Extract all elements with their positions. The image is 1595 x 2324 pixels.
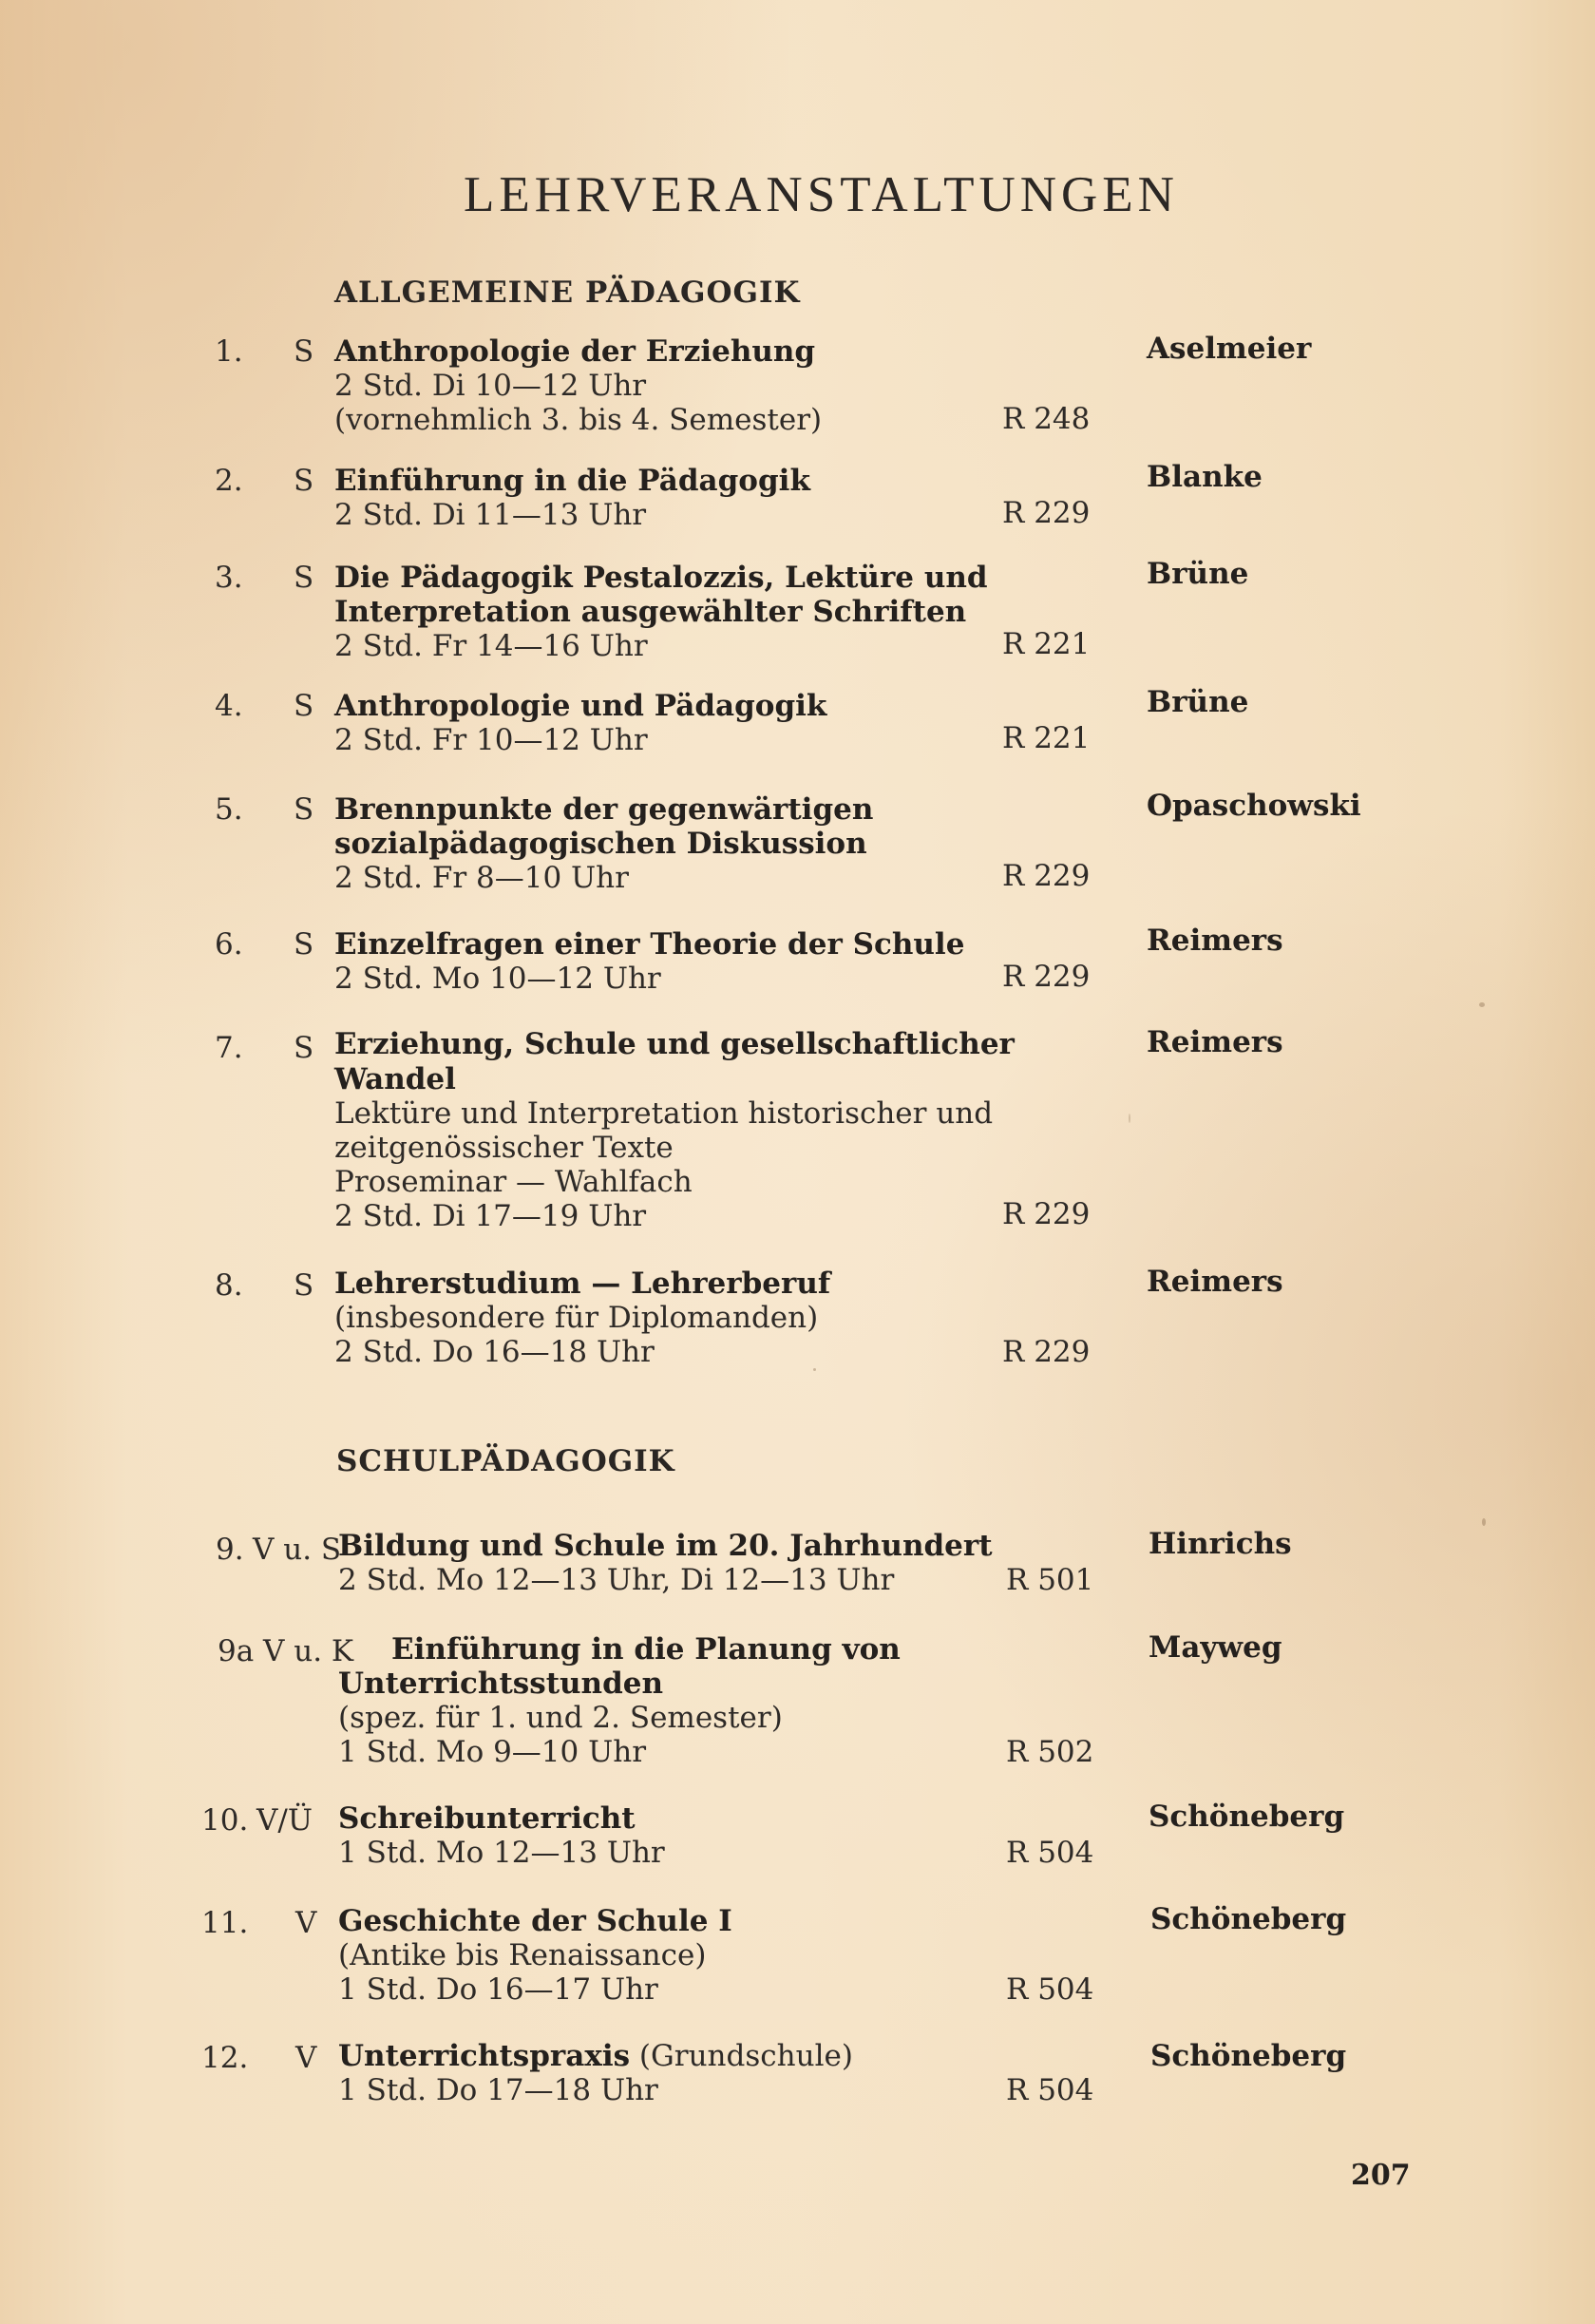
course-title-line [338,2039,853,2074]
course-lecturer: Reimers [1147,924,1283,958]
course-number: 10. [201,1803,249,1838]
course-title: Geschichte der Schule I [338,1904,732,1938]
course-detail: (spez. für 1. und 2. Semester) [338,1701,783,1735]
course-room: R 221 [1002,721,1091,755]
course-lecturer: Aselmeier [1147,332,1312,366]
course-type: V [295,2041,317,2075]
course-title: Anthropologie und Pädagogik [334,689,827,723]
course-detail: 2 Std. Di 10—12 Uhr [334,369,647,403]
course-title: Brennpunkte der gegenwärtigen [334,792,874,827]
course-number: 7. [215,1031,243,1065]
course-title: Wandel [334,1062,456,1096]
course-lecturer: Mayweg [1149,1630,1282,1665]
course-room: R 504 [1006,1972,1094,2007]
course-room: R 504 [1006,1836,1094,1870]
course-room: R 229 [1002,960,1091,994]
page-title: LEHRVERANSTALTUNGEN [464,167,1179,222]
course-title: Unterrichtsstunden [338,1667,664,1701]
course-detail: 2 Std. Fr 8—10 Uhr [334,861,629,895]
course-detail: 2 Std. Do 16—18 Uhr [334,1335,655,1369]
course-lecturer: Reimers [1147,1265,1283,1299]
course-title: Die Pädagogik Pestalozzis, Lektüre und [334,561,988,595]
course-type: S [294,464,314,498]
course-lecturer: Reimers [1147,1025,1283,1059]
paper-speck [813,1368,816,1371]
course-title: Interpretation ausgewählter Schriften [334,595,967,629]
course-detail: zeitgenössischer Texte [334,1131,674,1165]
course-detail: 2 Std. Mo 10—12 Uhr [334,962,661,996]
course-number: 6. [215,927,243,962]
course-lecturer: Blanke [1147,460,1263,494]
course-detail: Lektüre und Interpretation historischer und [334,1096,994,1131]
course-title-suffix: (Grundschule) [630,2039,853,2073]
course-lecturer: Brüne [1147,557,1249,591]
course-type: V/Ü [256,1803,313,1838]
course-lecturer: Brüne [1147,685,1249,719]
course-title: Lehrerstudium — Lehrerberuf [334,1267,831,1301]
course-type: S [294,792,314,827]
course-number: 9a [218,1634,255,1668]
course-lecturer: Hinrichs [1149,1527,1292,1561]
course-detail: 1 Std. Do 16—17 Uhr [338,1972,658,2007]
course-title: sozialpädagogischen Diskussion [334,827,867,861]
course-lecturer: Schöneberg [1150,1902,1347,1936]
course-number: 3. [215,561,243,595]
course-number: 12. [201,2041,249,2075]
course-room: R 504 [1006,2073,1094,2107]
course-type: V [295,1906,317,1940]
course-title: Einzelfragen einer Theorie der Schule [334,927,965,962]
course-detail: 2 Std. Fr 14—16 Uhr [334,629,648,663]
course-room: R 229 [1002,1197,1091,1231]
course-type: S [294,689,314,723]
course-number: 4. [215,689,243,723]
course-room: R 229 [1002,859,1091,893]
course-type: S [294,334,314,369]
course-number: 8. [215,1268,243,1303]
course-detail: 2 Std. Mo 12—13 Uhr, Di 12—13 Uhr [338,1563,895,1597]
course-room: R 502 [1006,1735,1094,1769]
course-room: R 229 [1002,496,1091,530]
course-type: S [294,1031,314,1065]
course-detail: 2 Std. Di 17—19 Uhr [334,1199,647,1233]
paper-speck [1129,1114,1130,1123]
course-type: S [294,561,314,595]
course-number: 5. [215,792,243,827]
course-number: 1. [215,334,243,369]
course-title: Einführung in die Pädagogik [334,464,810,498]
course-lecturer: Opaschowski [1147,789,1361,823]
course-number: 11. [201,1906,249,1940]
course-detail: 1 Std. Do 17—18 Uhr [338,2073,658,2107]
course-detail: 1 Std. Mo 9—10 Uhr [338,1735,647,1769]
course-detail: (Antike bis Renaissance) [338,1938,707,1972]
course-title: Erziehung, Schule und gesellschaftlicher [334,1027,1015,1061]
course-lecturer: Schöneberg [1149,1800,1345,1834]
course-detail: 1 Std. Mo 12—13 Uhr [338,1836,665,1870]
course-type: S [294,927,314,962]
course-number: 9. [216,1533,244,1567]
course-detail: (vornehmlich 3. bis 4. Semester) [334,403,823,437]
course-detail: Proseminar — Wahlfach [334,1165,693,1199]
course-room: R 229 [1002,1335,1091,1369]
section-heading-allgemeine-paedagogik: ALLGEMEINE PÄDAGOGIK [334,276,801,310]
course-number: 2. [215,464,243,498]
course-room: R 221 [1002,627,1091,661]
course-title: Schreibunterricht [338,1801,636,1836]
course-detail: (insbesondere für Diplomanden) [334,1301,819,1335]
course-type: S [294,1268,314,1303]
section-heading-schulpaedagogik: SCHULPÄDAGOGIK [336,1444,675,1478]
course-title: Einführung in die Planung von [391,1632,901,1667]
course-lecturer: Schöneberg [1150,2039,1347,2073]
course-title: Unterrichtspraxis [338,2039,631,2073]
course-detail: 2 Std. Di 11—13 Uhr [334,498,647,532]
course-type: V u. K [263,1634,354,1668]
course-room: R 248 [1002,402,1091,436]
course-detail: 2 Std. Fr 10—12 Uhr [334,723,648,757]
course-type: V u. S [253,1533,342,1567]
course-title: Bildung und Schule im 20. Jahrhundert [338,1529,993,1563]
course-room: R 501 [1006,1563,1094,1597]
paper-speck [1479,1002,1485,1007]
page-number: 207 [1351,2159,1411,2192]
paper-speck [1482,1518,1486,1526]
course-title: Anthropologie der Erziehung [334,334,816,369]
